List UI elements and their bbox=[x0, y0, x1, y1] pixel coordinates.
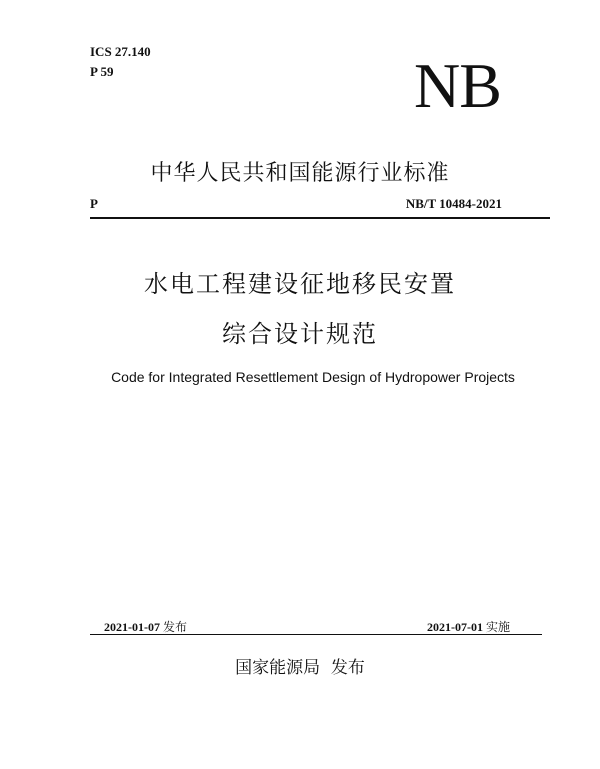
ics-code: ICS 27.140 bbox=[90, 44, 151, 59]
issue-date: 2021-01-07 bbox=[104, 620, 160, 634]
english-title: Code for Integrated Resettlement Design of Hydropower Projects bbox=[111, 369, 515, 385]
implement-label: 实施 bbox=[485, 620, 510, 634]
title-line-1: 水电工程建设征地移民安置 bbox=[144, 270, 456, 298]
bottom-divider bbox=[90, 634, 542, 635]
issue-date-block bbox=[104, 618, 187, 635]
standard-category: 中华人民共和国能源行业标准 bbox=[150, 161, 450, 186]
issue-label: 发布 bbox=[163, 620, 188, 634]
implement-date-block bbox=[427, 618, 510, 635]
left-code: P bbox=[90, 196, 98, 211]
implement-date: 2021-07-01 bbox=[426, 620, 483, 634]
nb-logo: NB bbox=[414, 50, 501, 121]
issuing-authority: 国家能源局 发布 bbox=[235, 658, 365, 678]
classification-code: P 59 bbox=[90, 64, 114, 79]
top-divider bbox=[90, 217, 550, 219]
title-line-2: 综合设计规范 bbox=[222, 320, 378, 348]
standard-number: NB/T 10484-2021 bbox=[405, 196, 502, 211]
